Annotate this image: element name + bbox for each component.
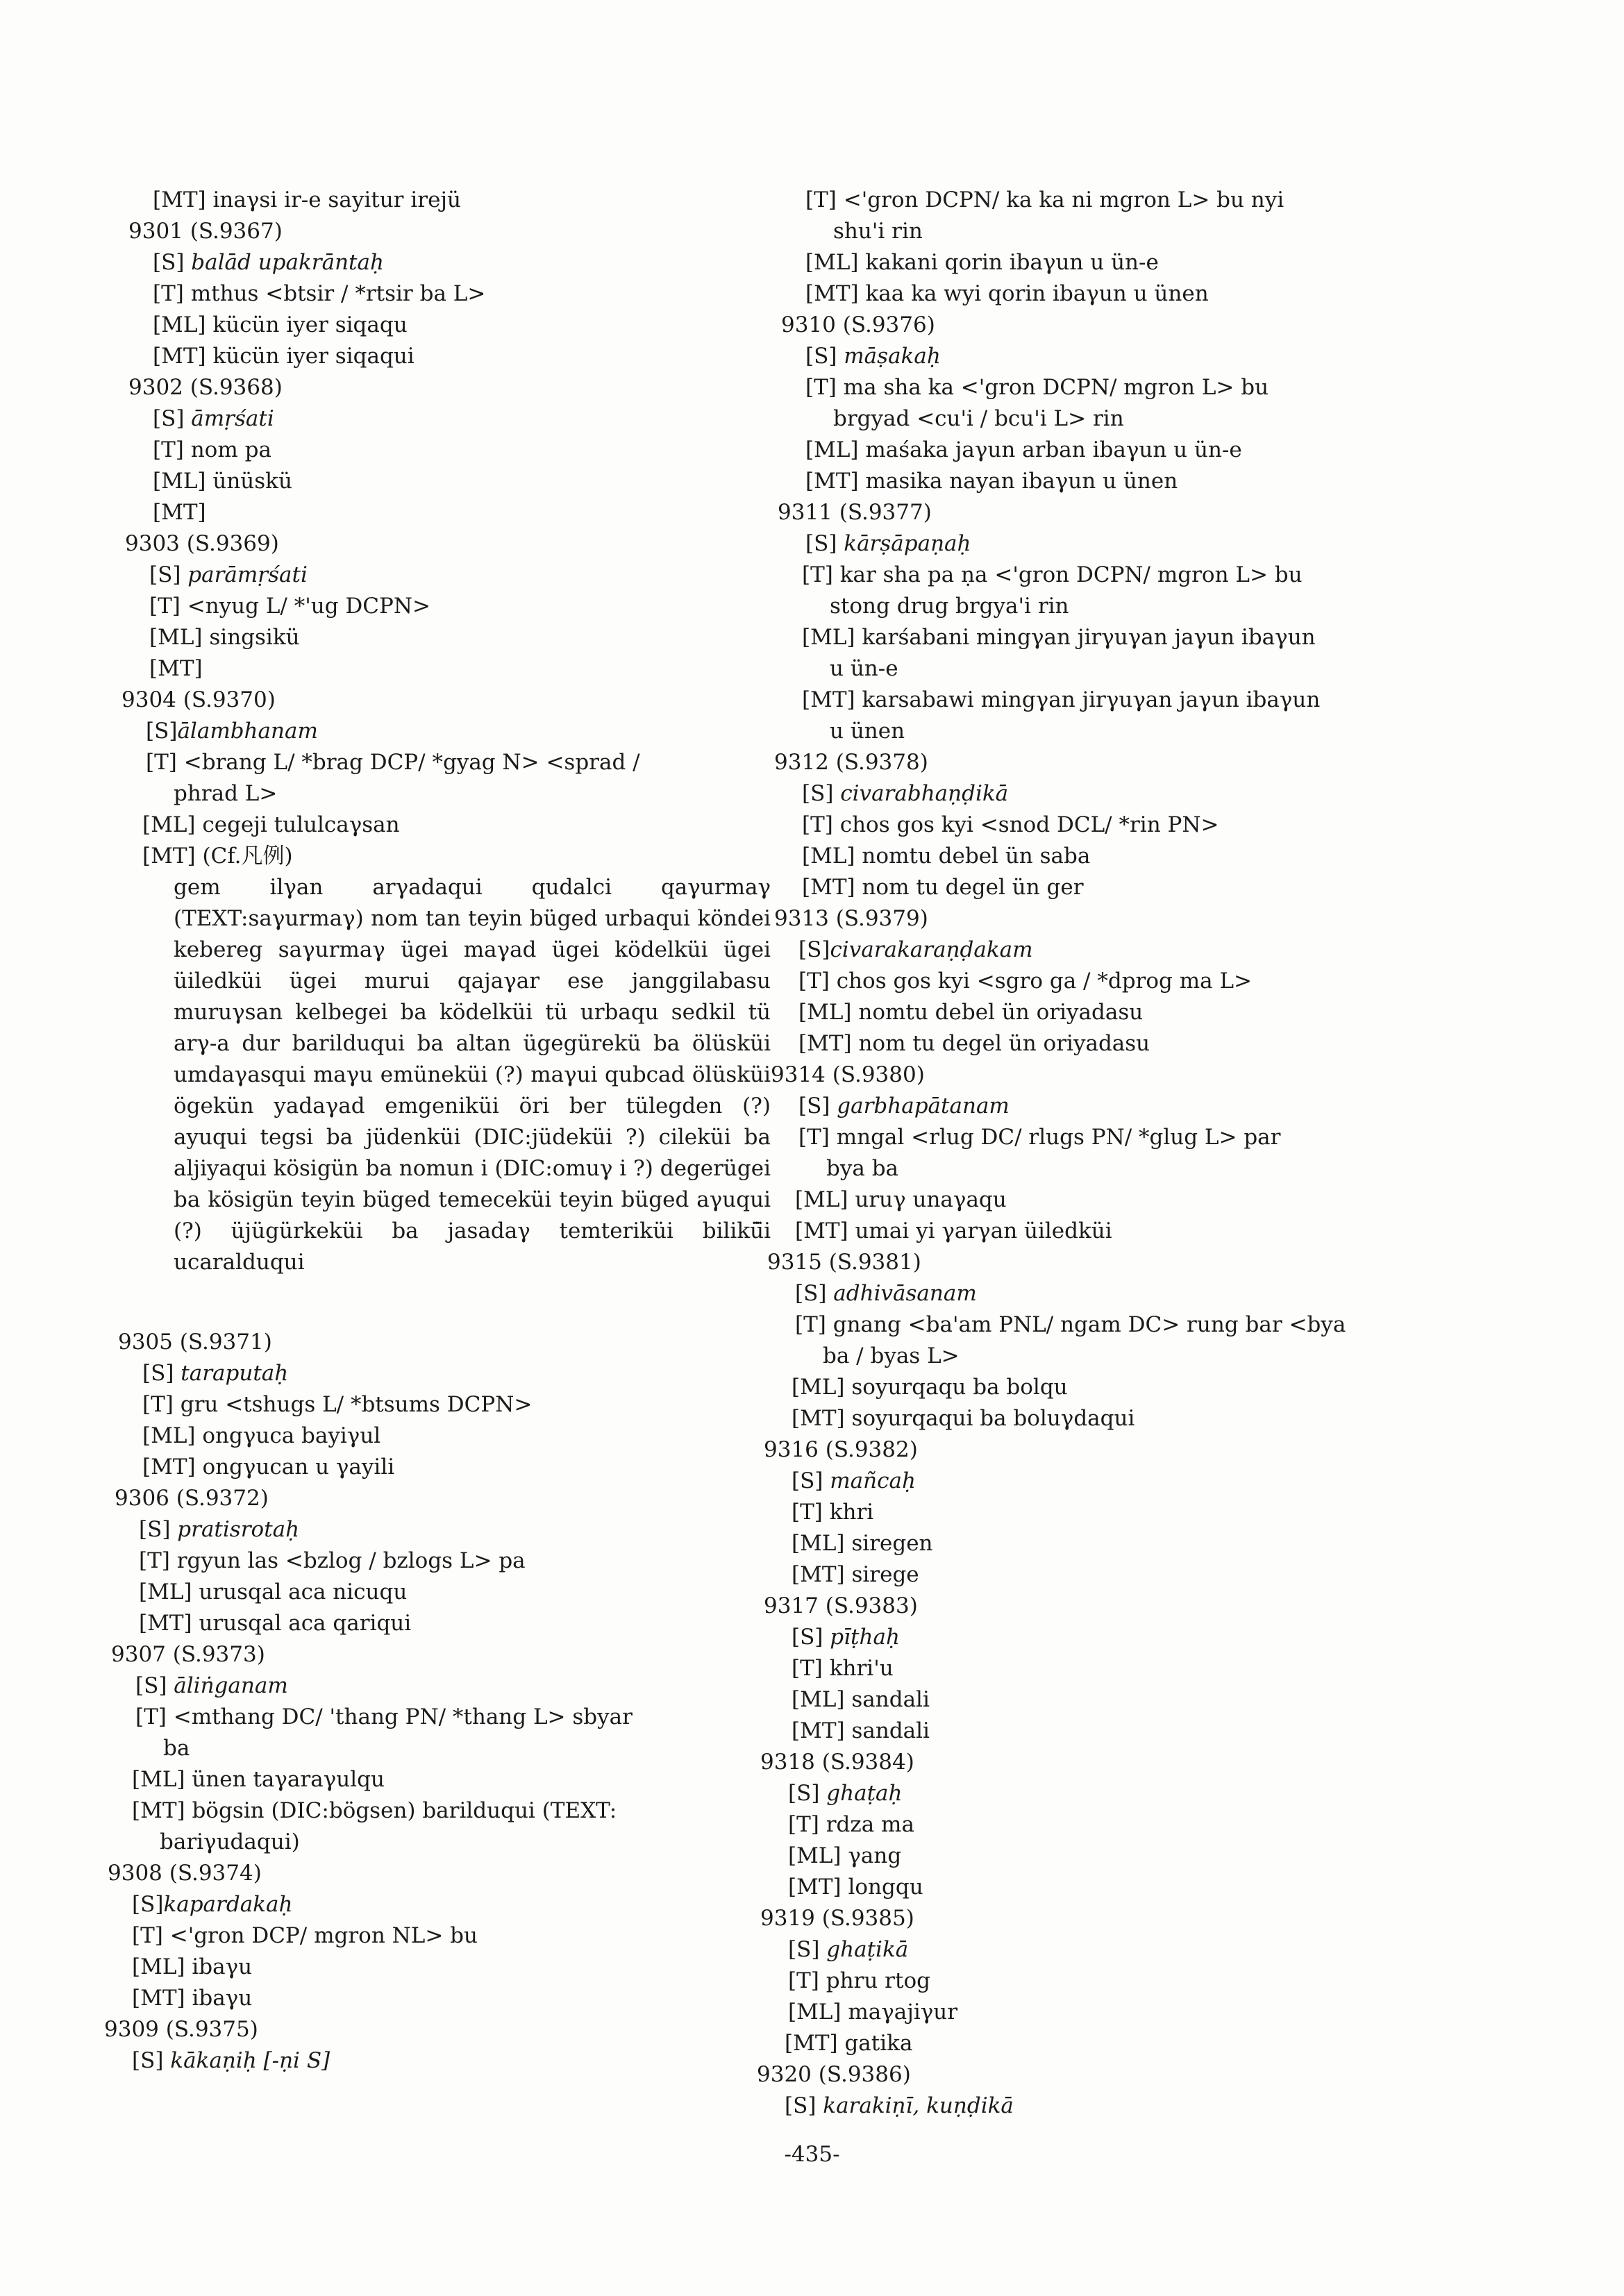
entry-line <box>785 2028 1389 2059</box>
entry-line <box>805 278 1389 310</box>
entry-number-line <box>767 1247 1389 1278</box>
entry-line <box>792 1466 1389 1497</box>
entry-number-line <box>778 497 1389 528</box>
entry-number-line <box>781 310 1389 341</box>
entry-line <box>805 466 1389 497</box>
spacer <box>104 1278 729 1327</box>
entry-line <box>798 1028 1389 1059</box>
entry-line <box>805 528 1389 560</box>
line-text: [ML] urusqal aca nicuqu <box>139 1579 408 1604</box>
entry-line <box>792 1497 1389 1528</box>
line-text: [MT] sandali <box>792 1718 930 1743</box>
line-text: [T] <mthang DC/ 'thang PN/ *thang L> sbyar <box>135 1704 633 1729</box>
line-text: [T] <'gron DCPN/ ka ka ni mgron L> bu nyi <box>805 187 1284 212</box>
line-text: [S] <box>142 1361 181 1386</box>
entry-line <box>163 1733 729 1764</box>
line-text: [T] gnang <ba'am PNL/ ngam DC> rung bar <bya <box>795 1312 1346 1337</box>
entry-line <box>830 716 1389 747</box>
entry-line <box>132 1952 729 1983</box>
entry-line <box>142 841 729 872</box>
line-text: [ML] sandali <box>792 1687 930 1712</box>
line-text: [S] <box>798 937 830 962</box>
line-text: 9320 (S.9386) <box>757 2062 911 2087</box>
page-number: -435- <box>784 2142 840 2167</box>
line-text: 9311 (S.9377) <box>778 500 932 525</box>
sanskrit-term: āmṛśati <box>191 406 274 431</box>
line-text: [S] <box>132 2048 171 2073</box>
entry-number-line <box>128 216 729 247</box>
sanskrit-term: mañcaḥ <box>830 1468 916 1493</box>
right-column <box>757 185 1389 2122</box>
line-text: [S] <box>146 719 178 744</box>
sanskrit-term: ghaṭikā <box>826 1937 909 1962</box>
line-text: 9315 (S.9381) <box>767 1250 921 1275</box>
line-text: [S] <box>798 1093 837 1118</box>
line-text: 9309 (S.9375) <box>104 2017 258 2042</box>
line-text: [MT] <box>153 500 206 525</box>
entry-line <box>805 247 1389 278</box>
line-text: [ML] singsikü <box>149 625 300 650</box>
entry-line <box>788 1997 1389 2028</box>
line-text: [MT] <box>149 656 203 681</box>
line-text: [T] mthus <btsir / *rtsir ba L> <box>153 281 486 306</box>
entry-line <box>826 1153 1389 1184</box>
sanskrit-term: adhivāsanam <box>833 1281 977 1306</box>
line-text: [ML] maśaka jaγun arban ibaγun u ün-e <box>805 437 1242 462</box>
line-text: 9313 (S.9379) <box>774 906 928 931</box>
entry-line <box>139 1577 729 1608</box>
entry-line <box>830 653 1389 685</box>
entry-line <box>153 466 729 497</box>
line-text: [S] <box>139 1517 178 1542</box>
sanskrit-term: māṣakaḥ <box>844 344 941 369</box>
entry-line <box>146 747 729 778</box>
entry-line <box>153 185 729 216</box>
entry-number-line <box>108 1858 729 1889</box>
entry-line <box>805 185 1389 216</box>
entry-line <box>792 1684 1389 1716</box>
entry-line <box>788 1778 1389 1809</box>
line-text: 9304 (S.9370) <box>122 687 276 712</box>
entry-line <box>802 810 1389 841</box>
line-text: [T] <'gron DCP/ mgron NL> bu <box>132 1923 478 1948</box>
line-text: [MT] karsabawi mingγan jirγuγan jaγun ibaγun <box>802 687 1321 712</box>
entry-number-line <box>125 528 729 560</box>
line-text: ba <box>163 1736 190 1761</box>
line-text: shu'i rin <box>833 219 923 244</box>
entry-line <box>146 716 729 747</box>
entry-line <box>149 653 729 685</box>
entry-line <box>792 1528 1389 1559</box>
line-text: [S] <box>153 250 192 275</box>
line-text: [S] <box>785 2093 823 2118</box>
entry-number-line <box>771 1059 1389 1091</box>
sanskrit-term: garbhapātanam <box>837 1093 1010 1118</box>
line-text: [T] ma sha ka <'gron DCPN/ mgron L> bu <box>805 375 1269 400</box>
entry-line <box>788 1841 1389 1872</box>
entry-line <box>153 497 729 528</box>
entry-line <box>132 1889 729 1920</box>
entry-number-line <box>104 2014 729 2045</box>
left-entries-continued <box>104 1327 729 2077</box>
entry-line <box>798 935 1389 966</box>
line-text: 9310 (S.9376) <box>781 312 935 337</box>
line-text: [T] nom pa <box>153 437 271 462</box>
entry-line <box>802 778 1389 810</box>
sanskrit-term: civarabhaṇḍikā <box>840 781 1009 806</box>
entry-line <box>139 1514 729 1545</box>
entry-line <box>142 1358 729 1389</box>
line-text: [S] <box>805 531 844 556</box>
line-text: 9318 (S.9384) <box>760 1750 914 1775</box>
entry-number-line <box>111 1639 729 1670</box>
sanskrit-term: taraputaḥ <box>181 1361 289 1386</box>
entry-line <box>805 372 1389 403</box>
line-text: [S] <box>153 406 192 431</box>
entry-line <box>792 1372 1389 1403</box>
left-column <box>104 185 771 2077</box>
line-text: 9306 (S.9372) <box>115 1486 269 1511</box>
entry-number-line <box>764 1434 1389 1466</box>
line-text: [ML] cegeji tululcaγsan <box>142 812 400 837</box>
entry-line <box>830 591 1389 622</box>
line-text: 9302 (S.9368) <box>128 375 283 400</box>
line-text: [ML] kücün iyer siqaqu <box>153 312 408 337</box>
line-text: [T] chos gos kyi <snod DCL/ *rin PN> <box>802 812 1219 837</box>
line-text: [S] <box>135 1673 174 1698</box>
entry-line <box>785 2090 1389 2122</box>
entry-line <box>153 435 729 466</box>
line-text: [MT] sirege <box>792 1562 919 1587</box>
line-text: u ünen <box>830 719 905 744</box>
line-text: [T] khri'u <box>792 1656 894 1681</box>
sanskrit-term: kārṣāpaṇaḥ <box>844 531 971 556</box>
line-text: [MT] soyurqaqui ba boluγdaqui <box>792 1406 1135 1431</box>
entry-line <box>788 1809 1389 1841</box>
entry-line <box>802 872 1389 903</box>
entry-line <box>153 310 729 341</box>
line-text: 9308 (S.9374) <box>108 1861 262 1886</box>
line-text: bya ba <box>826 1156 899 1181</box>
entry-line <box>142 810 729 841</box>
line-text: [S] <box>149 562 188 587</box>
line-text: [T] chos gos kyi <sgro ga / *dprog ma L> <box>798 969 1253 994</box>
line-text: [ML] nomtu debel ün oriyadasu <box>798 1000 1144 1025</box>
entry-number-line <box>760 1903 1389 1934</box>
entry-line <box>139 1608 729 1639</box>
line-text: [S] <box>792 1468 830 1493</box>
entry-line <box>833 216 1389 247</box>
entry-line <box>788 1872 1389 1903</box>
entry-number-line <box>760 1747 1389 1778</box>
line-text: [MT] ongγucan u γayili <box>142 1455 395 1480</box>
entry-number-line <box>774 903 1389 935</box>
entry-line <box>132 2045 729 2077</box>
line-text: u ün-e <box>830 656 898 681</box>
line-text: [MT] (Cf.凡例) <box>142 844 293 869</box>
line-text: [T] kar sha pa ṇa <'gron DCPN/ mgron L> bu <box>802 562 1303 587</box>
entry-line <box>823 1341 1389 1372</box>
entry-line <box>798 1091 1389 1122</box>
line-text: [S] <box>805 344 844 369</box>
entry-line <box>153 247 729 278</box>
line-text: [S] <box>795 1281 834 1306</box>
line-text: [T] rgyun las <bzlog / bzlogs L> pa <box>139 1548 526 1573</box>
line-text: [MT] ibaγu <box>132 1986 253 2011</box>
entry-line <box>792 1559 1389 1591</box>
line-text: [MT] longqu <box>788 1875 923 1900</box>
entry-line <box>139 1545 729 1577</box>
line-text: phrad L> <box>174 781 278 806</box>
sanskrit-term: balād upakrāntaḥ <box>191 250 384 275</box>
line-text: [T] phru rtog <box>788 1968 930 1993</box>
entry-line <box>798 966 1389 997</box>
entry-number-line <box>764 1591 1389 1622</box>
line-text: [ML] ünüskü <box>153 469 292 494</box>
line-text: [MT] inaγsi ir-e sayitur irejü <box>153 187 462 212</box>
line-text: 9301 (S.9367) <box>128 219 283 244</box>
sanskrit-term: civarakaraṇḍakam <box>830 937 1033 962</box>
line-text: [S] <box>802 781 841 806</box>
line-text: [S] <box>788 1781 827 1806</box>
entry-number-line <box>122 685 729 716</box>
entry-line <box>153 341 729 372</box>
line-text: bariγudaqui) <box>160 1829 300 1854</box>
line-text: [T] khri <box>792 1500 874 1525</box>
entry-number-line <box>118 1327 729 1358</box>
entry-line <box>795 1278 1389 1309</box>
line-text: 9303 (S.9369) <box>125 531 279 556</box>
line-text: brgyad <cu'i / bcu'i L> rin <box>833 406 1124 431</box>
entry-line <box>792 1403 1389 1434</box>
line-text: [S] <box>792 1625 830 1650</box>
line-text: stong drug brgya'i rin <box>830 594 1069 619</box>
line-text: [T] gru <tshugs L/ *btsums DCPN> <box>142 1392 533 1417</box>
entry-line <box>792 1653 1389 1684</box>
line-text: [ML] soyurqaqu ba bolqu <box>792 1375 1068 1400</box>
entry-line <box>805 435 1389 466</box>
entry-line <box>795 1184 1389 1216</box>
entry-line <box>795 1216 1389 1247</box>
entry-line <box>132 1983 729 2014</box>
entry-line <box>142 1421 729 1452</box>
line-text: [MT] umai yi γarγan üiledküi <box>795 1218 1112 1243</box>
sanskrit-term: ghaṭaḥ <box>826 1781 903 1806</box>
sanskrit-term: parāmṛśati <box>187 562 308 587</box>
entry-9304-translation-paragraph: gem ilγan arγadaqui qudalci qaγurmaγ (TEXT:saγurmaγ) nom tan teyin büged urbaqui köndei kebereg saγurmaγ ügei maγad ügei ködelküi ügei üiledküi ügei murui qajaγar ese janggilabasu muruγsan kelbegei ba ködelküi tü urbaqu sedkil tü arγ-a dur barilduqui ba altan ügegürekü ba ölüsküi umdaγasqui maγu emüneküi (?) maγui qubcad ölüsküi ögekün yadaγad emgeniküi öri ber tülegden (?) ayuqui tegsi ba jüdenküi (DIC:jüdeküi ?) cileküi ba aljiyaqui kösigün ba nomun i (DIC:omuγ i ?) degerügei ba kösigün teyin büged temeceküi teyin büged aγuqui (?) üjügürkeküi ba jasadaγ temteriküi bilikü̈i ucaralduqui <box>174 875 771 1275</box>
line-text: [MT] masika nayan ibaγun u ünen <box>805 469 1178 494</box>
entry-line <box>149 591 729 622</box>
line-text: 9312 (S.9378) <box>774 750 928 775</box>
line-text: [ML] ongγuca bayiγul <box>142 1423 381 1448</box>
entry-line <box>142 1389 729 1421</box>
entry-line <box>142 1452 729 1483</box>
entry-line <box>174 778 729 810</box>
sanskrit-term: āliṅganam <box>174 1673 288 1698</box>
line-text: [T] rdza ma <box>788 1812 914 1837</box>
line-text: [ML] ünen taγaraγulqu <box>132 1767 385 1792</box>
entry-line <box>792 1622 1389 1653</box>
entry-line <box>149 622 729 653</box>
line-text: 9317 (S.9383) <box>764 1593 918 1618</box>
entry-line <box>802 560 1389 591</box>
sanskrit-term: pratisrotaḥ <box>177 1517 300 1542</box>
entry-number-line <box>128 372 729 403</box>
line-text: 9314 (S.9380) <box>771 1062 925 1087</box>
line-text: 9305 (S.9371) <box>118 1330 272 1355</box>
line-text: ba / byas L> <box>823 1343 960 1368</box>
line-text: [MT] nom tu degel ün oriyadasu <box>798 1031 1150 1056</box>
entry-line <box>149 560 729 591</box>
entry-line <box>802 685 1389 716</box>
entry-line <box>132 1795 729 1827</box>
line-text: [T] <brang L/ *brag DCP/ *gyag N> <sprad / <box>146 750 640 775</box>
entry-line <box>795 1309 1389 1341</box>
line-text: [ML] ibaγu <box>132 1954 253 1979</box>
line-text: 9316 (S.9382) <box>764 1437 918 1462</box>
entry-line <box>132 1764 729 1795</box>
entry-line <box>153 278 729 310</box>
entry-line <box>135 1670 729 1702</box>
entry-line <box>798 1122 1389 1153</box>
entry-line <box>798 997 1389 1028</box>
line-text: [S] <box>788 1937 827 1962</box>
line-text: [ML] karśabani mingγan jirγuγan jaγun ibaγun <box>802 625 1316 650</box>
line-text: [S] <box>132 1892 164 1917</box>
left-entries <box>104 185 729 872</box>
line-text: [ML] maγajiγur <box>788 2000 958 2025</box>
line-text: [MT] kücün iyer siqaqui <box>153 344 415 369</box>
sanskrit-term: kākaṇiḥ [-ṇi S] <box>170 2048 330 2073</box>
entry-line <box>788 1934 1389 1966</box>
entry-line <box>805 341 1389 372</box>
sanskrit-term: kapardakaḥ <box>163 1892 293 1917</box>
entry-line <box>833 403 1389 435</box>
entry-line <box>153 403 729 435</box>
sanskrit-term: karakiṇī, kuṇḍikā <box>823 2093 1014 2118</box>
line-text: [MT] nom tu degel ün ger <box>802 875 1084 900</box>
line-text: [ML] uruγ unaγaqu <box>795 1187 1007 1212</box>
right-entries <box>757 185 1389 2122</box>
line-text: [MT] bögsin (DIC:bögsen) barilduqui (TEXT: <box>132 1798 617 1823</box>
line-text: 9307 (S.9373) <box>111 1642 265 1667</box>
line-text: [ML] γang <box>788 1843 902 1868</box>
entry-line <box>792 1716 1389 1747</box>
sanskrit-term: pīṭhaḥ <box>830 1625 900 1650</box>
line-text: [T] <nyug L/ *'ug DCPN> <box>149 594 430 619</box>
entry-number-line <box>774 747 1389 778</box>
entry-line <box>132 1920 729 1952</box>
line-text: [ML] nomtu debel ün saba <box>802 844 1091 869</box>
entry-number-line <box>115 1483 729 1514</box>
entry-line <box>135 1702 729 1733</box>
line-text: [MT] gatika <box>785 2031 913 2056</box>
line-text: [T] mngal <rlug DC/ rlugs PN/ *glug L> par <box>798 1125 1281 1150</box>
line-text: 9319 (S.9385) <box>760 1906 914 1931</box>
line-text: [MT] kaa ka wyi qorin ibaγun u ünen <box>805 281 1209 306</box>
entry-line <box>802 841 1389 872</box>
line-text: [MT] urusqal aca qariqui <box>139 1611 412 1636</box>
sanskrit-term: ālambhanam <box>177 719 318 744</box>
entry-line <box>160 1827 729 1858</box>
entry-line <box>802 622 1389 653</box>
line-text: [ML] siregen <box>792 1531 933 1556</box>
entry-line <box>788 1966 1389 1997</box>
line-text: [ML] kakani qorin ibaγun u ün-e <box>805 250 1159 275</box>
entry-number-line <box>757 2059 1389 2090</box>
